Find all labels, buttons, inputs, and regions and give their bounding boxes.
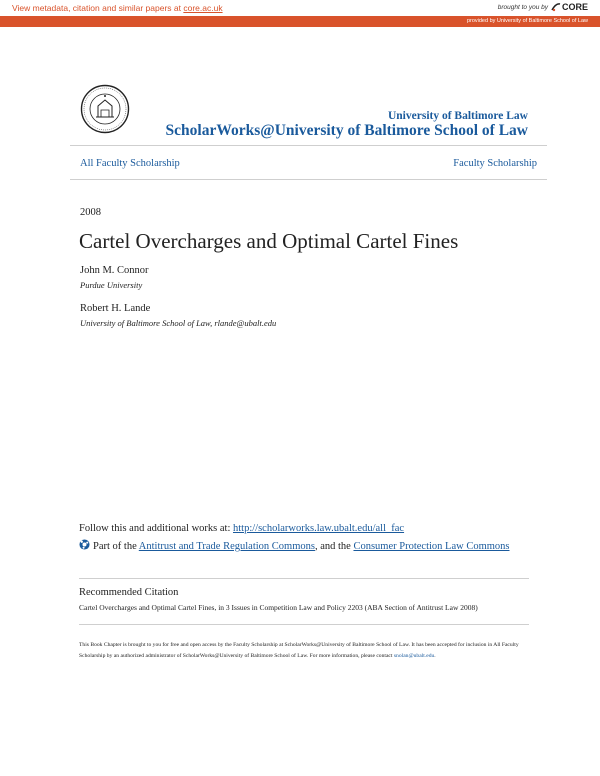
core-logo: [551, 2, 588, 12]
core-logo-icon: [551, 2, 561, 12]
core-provided-bar: [0, 16, 600, 27]
core-provided-text: provided by University of Baltimore School of Law: [466, 17, 588, 24]
author-affiliation: Purdue University: [80, 280, 143, 290]
core-banner: [0, 0, 600, 16]
divider: [79, 624, 529, 625]
repository-link[interactable]: http://scholarworks.law.ubalt.edu/all_fac: [233, 523, 405, 534]
part-of-label: Part of the: [93, 541, 139, 552]
part-of-conjunction: , and the: [314, 541, 354, 552]
author-affiliation: University of Baltimore School of Law, rlande@ubalt.edu: [80, 318, 277, 328]
access-notice: [79, 640, 529, 662]
university-seal-icon: [80, 84, 130, 134]
follow-label: Follow this and additional works at:: [79, 523, 233, 534]
author-name: John M. Connor: [80, 265, 149, 276]
article-title: Cartel Overcharges and Optimal Cartel Fines: [79, 229, 459, 253]
all-faculty-scholarship-link[interactable]: All Faculty Scholarship: [80, 158, 180, 169]
author-name: Robert H. Lande: [80, 303, 151, 314]
part-of-line: [79, 539, 519, 554]
institution-subtitle: University of Baltimore Law: [387, 110, 528, 122]
notice-end: .: [434, 653, 436, 659]
brought-by-label: brought to you by: [497, 3, 548, 11]
core-logo-text: CORE: [561, 2, 588, 12]
divider: [79, 578, 529, 579]
divider: [70, 179, 547, 180]
antitrust-commons-link[interactable]: Antitrust and Trade Regulation Commons: [138, 541, 315, 552]
recommended-citation-text: Cartel Overcharges and Optimal Cartel Fines, in 3 Issues in Competition Law and Policy 2203 (ABA Section of Antitrust Law 2008): [79, 603, 478, 612]
core-metadata-label: View metadata, citation and similar papers at: [12, 3, 184, 13]
network-icon: [79, 539, 90, 550]
divider: [70, 145, 547, 146]
institution-title: ScholarWorks@University of Baltimore School of Law: [165, 122, 528, 139]
publication-year: 2008: [80, 207, 101, 218]
core-link[interactable]: core.ac.uk: [183, 3, 223, 13]
consumer-protection-commons-link[interactable]: Consumer Protection Law Commons: [353, 541, 510, 552]
contact-email-link[interactable]: snolan@ubalt.edu: [393, 653, 435, 659]
access-notice-text: This Book Chapter is brought to you for free and open access by the Faculty Scholarship at ScholarWorks@University of Baltimore School of Law. It has been accepted for inclusion in All Faculty Scholarship by an authorized administrator of ScholarWorks@University of Baltimore School of Law. For more information, please contact: [79, 642, 519, 659]
follow-line: [79, 523, 404, 534]
core-brought-by[interactable]: [498, 2, 588, 12]
recommended-citation-heading: Recommended Citation: [79, 587, 179, 598]
faculty-scholarship-link[interactable]: Faculty Scholarship: [453, 158, 537, 169]
core-metadata-text: [12, 3, 223, 13]
